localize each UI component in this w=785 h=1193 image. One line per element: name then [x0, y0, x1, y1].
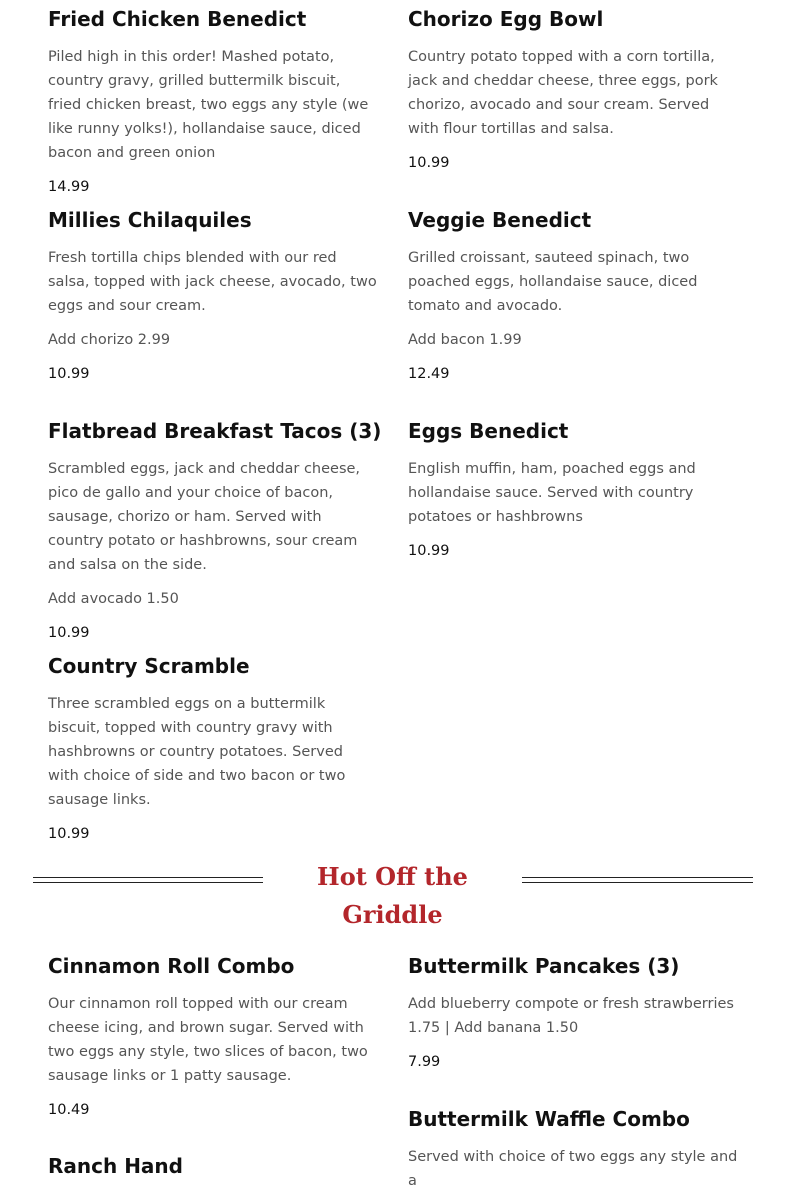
menu-item-cinnamon-roll-combo [48, 954, 378, 1122]
section-divider-right [522, 877, 753, 883]
item-title: Cinnamon Roll Combo [48, 954, 295, 978]
menu-item-buttermilk-waffle-combo [408, 1107, 738, 1193]
menu-item-eggs-benedict [408, 419, 738, 563]
menu-item-ranch-hand [48, 1154, 378, 1192]
item-description: Piled high in this order! Mashed potato, country gravy, grilled buttermilk biscuit, fried chicken breast, two eggs any style (we like runny yolks!), hollandaise sauce, diced bacon and green onion [48, 49, 369, 161]
item-title: Country Scramble [48, 654, 250, 678]
item-description: English muffin, ham, poached eggs and hollandaise sauce. Served with country potatoes or hashbrowns [408, 461, 696, 525]
item-price: 10.99 [48, 826, 90, 842]
item-description: Three scrambled eggs on a buttermilk biscuit, topped with country gravy with hashbrowns or country potatoes. Served with choice of side and two bacon or two sausage links. [48, 696, 346, 808]
item-price: 10.99 [408, 155, 450, 171]
menu-item-country-scramble [48, 654, 378, 846]
item-title: Fried Chicken Benedict [48, 7, 307, 31]
item-description: Fresh tortilla chips blended with our red salsa, topped with jack cheese, avocado, two eggs and sour cream. [48, 250, 377, 314]
section-heading-griddle [33, 858, 753, 929]
item-description: Add blueberry compote or fresh strawberries 1.75 | Add banana 1.50 [408, 996, 734, 1036]
menu-item-flatbread-breakfast-tacos [48, 419, 382, 645]
item-price: 10.99 [48, 625, 90, 641]
item-price: 10.49 [48, 1102, 90, 1118]
item-price: 12.49 [408, 366, 450, 382]
menu-item-fried-chicken-benedict [48, 7, 378, 199]
item-description: Grilled croissant, sauteed spinach, two poached eggs, hollandaise sauce, diced tomato and avocado. [408, 250, 698, 314]
item-price: 14.99 [48, 179, 90, 195]
item-title: Buttermilk Pancakes (3) [408, 954, 680, 978]
section-title: Hot Off the Griddle [317, 862, 468, 929]
item-addon: Add chorizo 2.99 [48, 332, 171, 348]
item-title: Buttermilk Waffle Combo [408, 1107, 690, 1131]
item-title: Flatbread Breakfast Tacos (3) [48, 419, 382, 443]
menu-item-millies-chilaquiles [48, 208, 378, 386]
item-description: Scrambled eggs, jack and cheddar cheese, pico de gallo and your choice of bacon, sausage, chorizo or ham. Served with country potato or hashbrowns, sour cream and salsa on the side. [48, 461, 361, 573]
item-description: Country potato topped with a corn tortilla, jack and cheddar cheese, three eggs, pork chorizo, avocado and sour cream. Served with flour tortillas and salsa. [408, 49, 718, 137]
item-title: Ranch Hand [48, 1154, 183, 1178]
item-price: 7.99 [408, 1054, 441, 1070]
section-divider-left [33, 877, 263, 883]
item-description: Served with choice of two eggs any style and a [408, 1149, 738, 1189]
menu-item-veggie-benedict [408, 208, 738, 386]
item-addon: Add avocado 1.50 [48, 591, 179, 607]
item-description: Our cinnamon roll topped with our cream cheese icing, and brown sugar. Served with two eggs any style, two slices of bacon, two sausage links or 1 patty sausage. [48, 996, 368, 1084]
item-title: Eggs Benedict [408, 419, 569, 443]
menu-item-chorizo-egg-bowl [408, 7, 738, 175]
item-price: 10.99 [408, 543, 450, 559]
item-title: Chorizo Egg Bowl [408, 7, 604, 31]
menu-item-buttermilk-pancakes [408, 954, 738, 1074]
item-title: Veggie Benedict [408, 208, 592, 232]
item-price: 10.99 [48, 366, 90, 382]
item-addon: Add bacon 1.99 [408, 332, 522, 348]
item-title: Millies Chilaquiles [48, 208, 252, 232]
